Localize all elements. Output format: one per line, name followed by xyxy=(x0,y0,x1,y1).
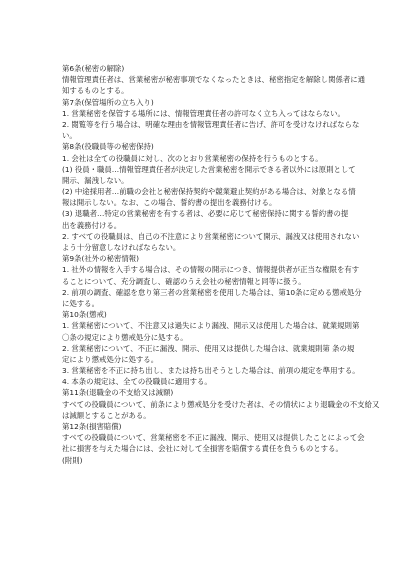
article-10-text: 2. 営業秘密について、不正に漏洩、開示、使用又は提供した場合は、就業規則第 条の規 xyxy=(62,343,355,353)
article-9-text: 2. 前項の調査、確認を怠り第三者の営業秘密を使用した場合は、第10条に定める懲戒処分 xyxy=(62,287,362,297)
article-10-heading: 第10条(懲戒) xyxy=(62,310,107,320)
article-8-text: (2) 中途採用者…前職の会社と秘密保持契約や競業避止契約がある場合は、対象となる情 xyxy=(62,187,356,197)
article-7-text: い。 xyxy=(62,131,77,141)
article-8-text: 1. 会社は全ての役職員に対し、次のとおり営業秘密の保持を行うものとする。 xyxy=(62,153,323,163)
article-8-text: (1) 役員・職員…情報管理責任者が決定した営業秘密を開示できる者以外には原則として xyxy=(62,164,356,174)
article-8-text: 2. すべての役職員は、自己の不注意により営業秘密について開示、漏洩又は使用されない xyxy=(62,231,360,241)
article-11-heading: 第11条(退職金の不支給又は減額) xyxy=(62,388,174,398)
article-10-text: 3. 営業秘密を不正に持ち出し、または持ち出そうとした場合は、前項の規定を準用する。 xyxy=(62,366,360,376)
article-11-text: は減額とすることがある。 xyxy=(62,410,151,420)
article-7-text: 2. 閲覧等を行う場合は、明確な理由を情報管理責任者に告げ、許可を受けなければならな xyxy=(62,119,360,129)
article-9-text: ることについて、充分調査し、確認のうえ会社の秘密情報と同等に扱う。 xyxy=(62,276,306,286)
article-8-heading: 第8条(役職員等の秘密保持) xyxy=(62,142,154,152)
article-12-heading: 第12条(損害賠償) xyxy=(62,422,122,431)
article-8-text: (3) 退職者…特定の営業秘密を有する者は、必要に応じて秘密保持に関する誓約書の提 xyxy=(62,209,349,219)
article-10-text: 1. 営業秘密について、不注意又は過失により漏洩、開示又は使用した場合は、就業規則第 xyxy=(62,321,360,331)
article-11-text: すべての役職員について、前条により懲戒処分を受けた者は、その情状により退職金の不支給又 xyxy=(62,399,380,409)
article-8-text: 出を義務付ける。 xyxy=(62,220,122,230)
article-10-text: 〇条の規定により懲戒処分に処する。 xyxy=(62,332,188,342)
article-9-text: 1. 社外の情報を入手する場合は、その情報の開示につき、情報提供者が正当な権限を有す xyxy=(62,265,360,275)
article-8-text: 開示、漏洩しない。 xyxy=(62,175,129,185)
supplementary-provisions-heading: (附則) xyxy=(62,455,83,465)
article-6-heading: 第6条(秘密の解除) xyxy=(62,64,125,73)
article-8-text: 報は開示しない。なお、この場合、誓約書の提出を義務付ける。 xyxy=(62,198,277,208)
article-7-heading: 第7条(保管場所の立ち入り) xyxy=(62,97,154,107)
article-9-text: に処する。 xyxy=(62,298,99,308)
article-6-text: 知するものとする。 xyxy=(62,86,129,96)
article-8-text: よう十分留意しなければならない。 xyxy=(62,243,181,252)
article-10-text: 4. 本条の規定は、全ての役職員に適用する。 xyxy=(62,377,212,387)
article-7-text: 1. 営業秘密を保管する場所には、情報管理責任者の許可なく立ち入ってはならない。 xyxy=(62,108,345,118)
article-9-heading: 第9条(社外の秘密情報) xyxy=(62,254,139,264)
article-12-text: すべての役職員について、営業秘密を不正に漏洩、開示、使用又は提供したことによって会 xyxy=(62,433,365,443)
article-10-text: 定により懲戒処分に処する。 xyxy=(62,354,159,364)
article-12-text: 社に損害を与えた場合には、会社に対して全損害を賠償する責任を負うものとする。 xyxy=(62,444,343,454)
article-6-text: 情報管理責任者は、営業秘密が秘密事項でなくなったときは、秘密指定を解除し関係者に通 xyxy=(62,75,366,85)
